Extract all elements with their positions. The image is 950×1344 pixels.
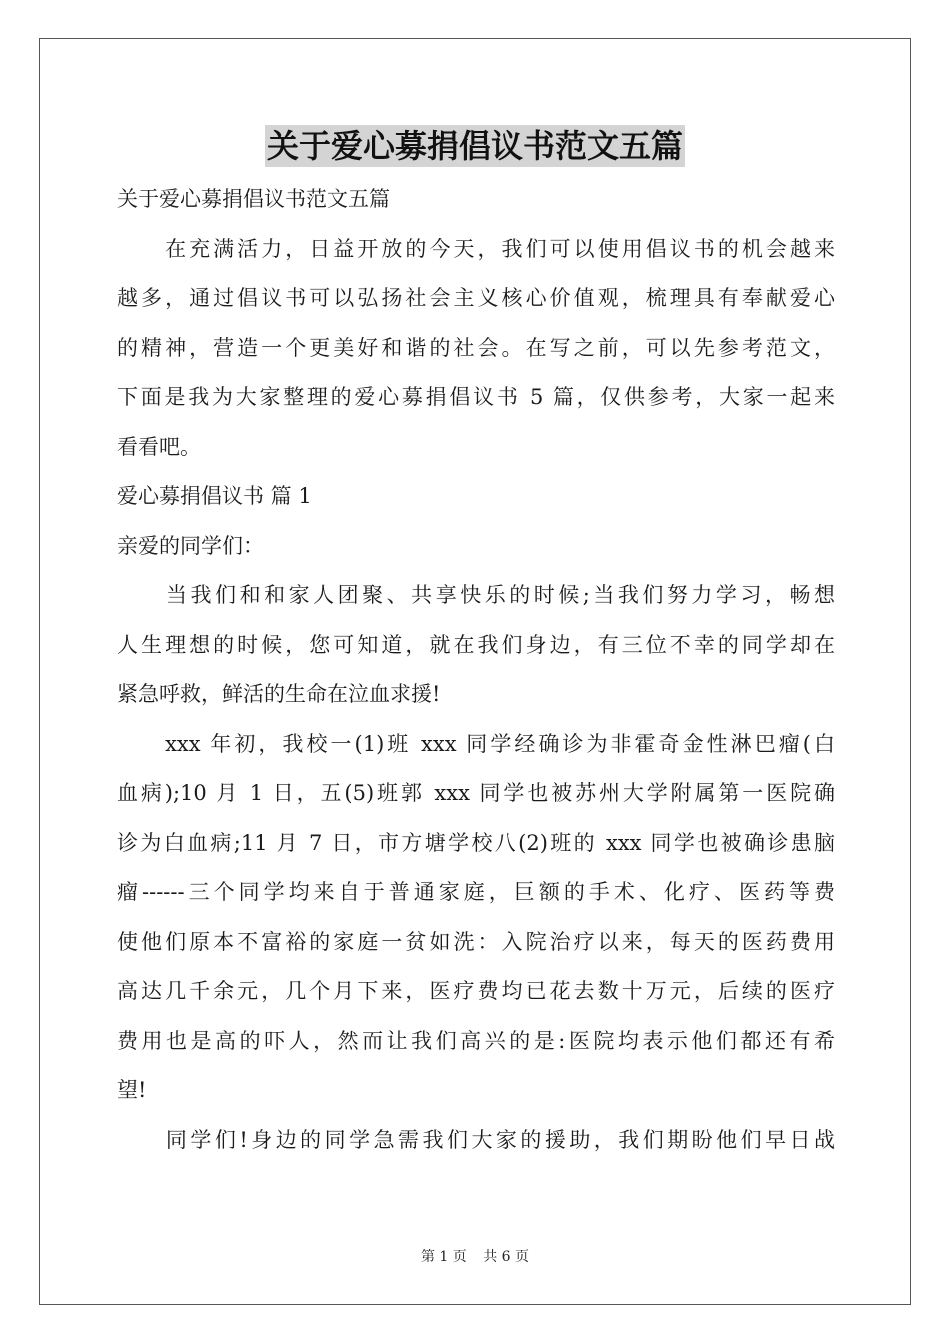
body-line: 诊为白血病;11 月 7 日，市方塘学校八(2)班的 xxx 同学也被确诊患脑 <box>117 830 835 855</box>
body-line: 当我们和和家人团聚、共享快乐的时候;当我们努力学习，畅想 <box>117 583 835 607</box>
body-line: 越多，通过倡议书可以弘扬社会主义核心价值观，梳理具有奉献爱心 <box>117 286 835 310</box>
body-line: xxx 年初，我校一(1)班 xxx 同学经确诊为非霍奇金性淋巴瘤(白 <box>117 731 835 756</box>
body-line: 高达几千余元，几个月下来，医疗费均已花去数十万元，后续的医疗 <box>117 979 835 1003</box>
page-number: 第 1 页 <box>420 1249 467 1265</box>
body-line: 紧急呼救，鲜活的生命在泣血求援! <box>117 682 441 706</box>
body-line: 望! <box>117 1078 147 1102</box>
body-line: 爱心募捐倡议书 篇 1 <box>117 484 312 508</box>
body-line: 人生理想的时候，您可知道，就在我们身边，有三位不幸的同学却在 <box>117 632 835 657</box>
page-total: 共 6 页 <box>483 1249 530 1265</box>
body-line: 血病);10 月 1 日，五(5)班郭 xxx 同学也被苏州大学附属第一医院确 <box>117 781 835 805</box>
body-line: 在充满活力，日益开放的今天，我们可以使用倡议书的机会越来 <box>117 236 835 261</box>
page-footer <box>0 1246 950 1266</box>
document-body <box>117 175 835 1165</box>
body-line: 下面是我为大家整理的爱心募捐倡议书 5 篇，仅供参考，大家一起来 <box>117 385 835 409</box>
body-line: 的精神，营造一个更美好和谐的社会。在写之前，可以先参考范文， <box>117 335 835 360</box>
body-line: 关于爱心募捐倡议书范文五篇 <box>117 187 390 211</box>
body-line: 同学们!身边的同学急需我们大家的援助，我们期盼他们早日战 <box>117 1127 835 1152</box>
body-line: 亲爱的同学们： <box>117 533 264 558</box>
body-line: 费用也是高的吓人，然而让我们高兴的是:医院均表示他们都还有希 <box>117 1028 835 1053</box>
body-line: 看看吧。 <box>117 434 201 459</box>
title-container <box>0 125 950 167</box>
body-line: 使他们原本不富裕的家庭一贫如洗：入院治疗以来，每天的医药费用 <box>117 929 835 954</box>
body-line: 瘤------三个同学均来自于普通家庭，巨额的手术、化疗、医药等费 <box>117 880 835 904</box>
document-title: 关于爱心募捐倡议书范文五篇 <box>266 127 683 165</box>
